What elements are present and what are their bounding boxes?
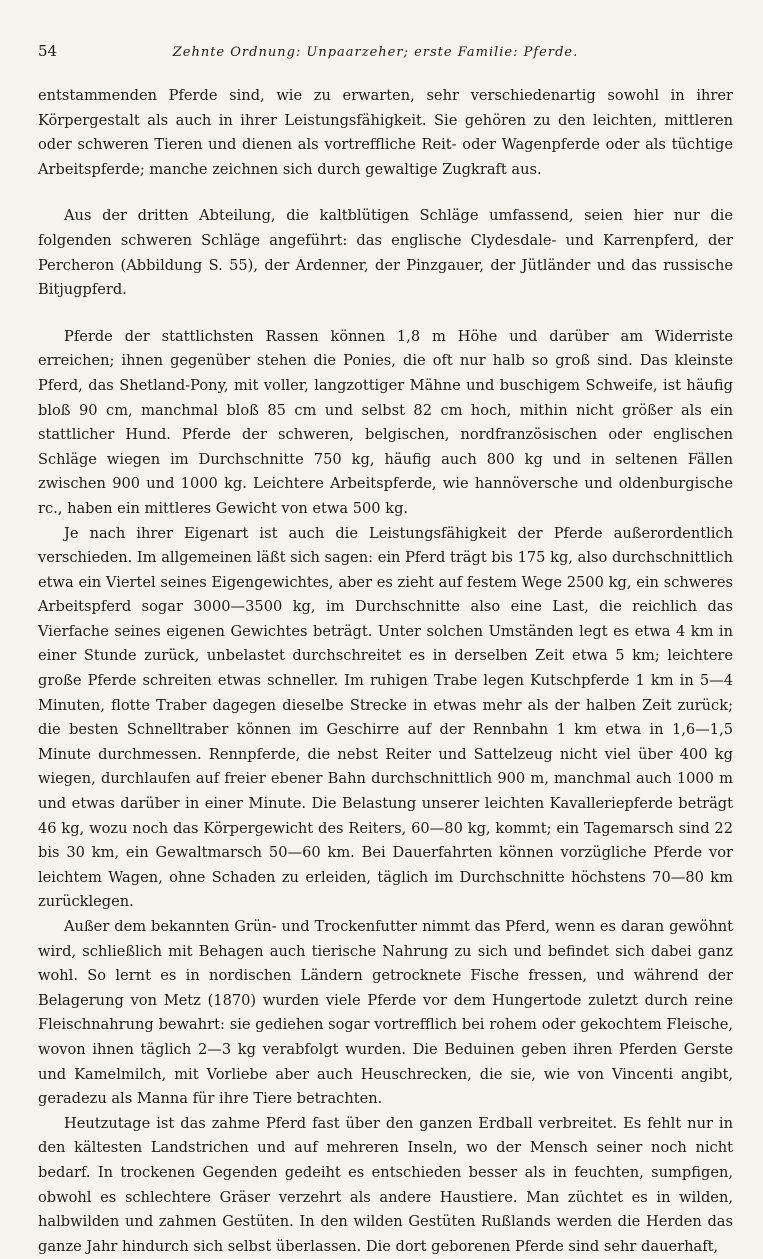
paragraph-continuation: entstammenden Pferde sind, wie zu erwarten, sehr verschiedenartig sowohl in ihrer Körpergestalt als auch in ihrer Leistungsfähigkeit. Sie gehören zu den leichten, mittleren oder schweren Tieren und dienen als vortreffliche Reit- oder Wagenpferde oder als tüchtige Arbeitspferde; manche zeichnen sich durch gewaltige Zugkraft aus. [38, 87, 733, 178]
page-header [38, 42, 733, 70]
paragraph-distribution: Heutzutage ist das zahme Pferd fast über den ganzen Erdball verbreitet. Es fehlt nur in den kältesten Landstrichen und auf mehreren Inseln, wo der Mensch seiner noch nicht bedarf. In trockenen Gegenden gedeiht es entschieden besser als in feuchten, sumpfigen, obwohl es schlechtere Gräser verzehrt als andere Haustiere. Man züchtet es in wilden, halbwilden und zahmen Gestüten. In den wilden Gestüten Rußlands werden die Herden das ganze Jahr hindurch sich selbst überlassen. Die dort geborenen Pferde sind sehr dauerhaft, [38, 1114, 733, 1255]
paragraph-performance: Je nach ihrer Eigenart ist auch die Leistungsfähigkeit der Pferde außerordentlich verschieden. Im allgemeinen läßt sich sagen: ein Pferd trägt bis 175 kg, also durchschnittlich etwa ein Viertel seines Eigengewichtes, aber es zieht auf festem Wege 2500 kg, ein schweres Arbeitspferd sogar 3000—3500 kg, im Durchschnitte also eine Last, die reichlich das Vierfache seines eigenen Gewichtes beträgt. Unter solchen Umständen legt es etwa 4 km in einer Stunde zurück, unbelastet durchschreitet es in derselben Zeit etwa 5 km; leichtere große Pferde schreiten etwas schneller. Im ruhigen Trabe legen Kutschpferde 1 km in 5—4 Minuten, flotte Traber dagegen dieselbe Strecke in etwas mehr als der halben Zeit zurück; die besten Schnelltraber können im Geschirre auf der Rennbahn 1 km etwa in 1,6—1,5 Minute durchmessen. Rennpferde, die nebst Reiter und Sattelzeug nicht viel über 400 kg wiegen, durchlaufen auf freier ebener Bahn durchschnittlich 900 m, manchmal auch 1000 m und etwas darüber in einer Minute. Die Belastung unserer leichten Kavalleriepferde beträgt 46 kg, wozu noch das Körpergewicht des Reiters, 60—80 kg, kommt; ein Tagemarsch sind 22 bis 30 km, ein Gewaltmarsch 50—60 km. Bei Dauerfahrten können vorzügliche Pferde vor leichtem Wagen, ohne Schaden zu erleiden, täglich im Durchschnitte höchstens 70—80 km zurücklegen. [38, 524, 733, 911]
paragraph-cold-blooded-breeds: Aus der dritten Abteilung, die kaltblütigen Schläge umfassend, seien hier nur die folgenden schweren Schläge angeführt: das englische Clydesdale- und Karrenpferd, der Percheron (Abbildung S. 55), der Ardenner, der Pinzgauer, der Jütländer und das russische Bitjugpferd. [38, 207, 733, 299]
paragraph-size-and-weight: Pferde der stattlichsten Rassen können 1,8 m Höhe und darüber am Widerriste erreichen; ihnen gegenüber stehen die Ponies, die oft nur halb so groß sind. Das kleinste Pferd, das Shetland-Pony, mit voller, langzottiger Mähne und buschigem Schweife, ist häufig bloß 90 cm, manchmal bloß 85 cm und selbst 82 cm hoch, mithin nicht größer als ein stattlicher Hund. Pferde der schweren, belgischen, nordfranzösischen oder englischen Schläge wiegen im Durchschnitte 750 kg, häufig auch 800 kg und in seltenen Fällen zwischen 900 und 1000 kg. Leichtere Arbeitspferde, wie hannöversche und oldenburgische rc., haben ein mittleres Gewicht von etwa 500 kg. [38, 327, 733, 517]
page-number: 54 [38, 42, 58, 60]
paragraph-feeding: Außer dem bekannten Grün- und Trockenfutter nimmt das Pferd, wenn es daran gewöhnt wird, schließlich mit Behagen auch tierische Nahrung zu sich und befindet sich dabei ganz wohl. So lernt es in nordischen Ländern getrocknete Fische fressen, und während der Belagerung von Metz (1870) wurden viele Pferde vor dem Hungertode zuletzt durch reine Fleischnahrung bewahrt: sie gediehen sogar vortrefflich bei rohem oder gekochtem Fleische, wovon ihnen täglich 2—3 kg verabfolgt wurden. Die Beduinen geben ihren Pferden Gerste und Kamelmilch, mit Vorliebe aber auch Heuschrecken, die sie, wie von Vincenti angibt, geradezu als Manna für ihre Tiere betrachten. [38, 918, 733, 1108]
running-title: Zehnte Ordnung: Unpaarzeher; erste Familie: Pferde. [172, 45, 579, 60]
body-text [38, 84, 733, 1259]
